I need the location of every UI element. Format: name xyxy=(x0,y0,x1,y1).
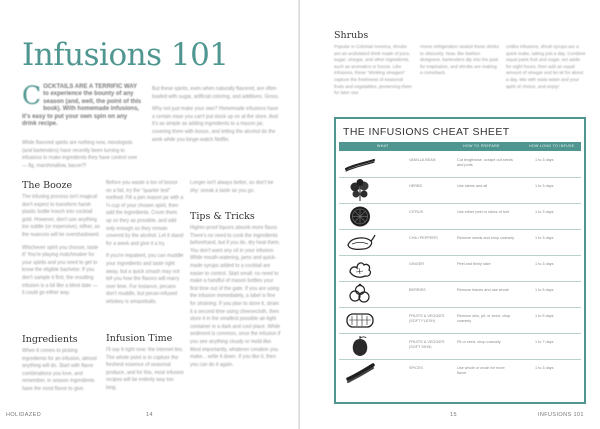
shrubs-column-2 xyxy=(420,44,500,82)
table-row xyxy=(339,152,581,178)
row-how: Use either peel or slices of fruit xyxy=(457,210,510,214)
row-how: Cut lengthwise, scrape out seeds and pods xyxy=(457,158,513,167)
table-row xyxy=(339,204,581,230)
row-long: 1 to 3 days xyxy=(535,236,554,240)
table-row xyxy=(339,282,581,308)
row-long: 1 to 3 days xyxy=(535,184,554,188)
intro-column-right xyxy=(152,86,280,149)
intro-text: OCKTAILS ARE A TERRIFIC WAY to experience the bounty of any season (and, well, the point of this book). With homemade infusions, it's easy to put your own spin on any drink recipe. xyxy=(22,84,142,128)
intro-column-text xyxy=(22,140,138,175)
row-long: 1 to 5 days xyxy=(535,314,554,318)
page-number-right: 15 xyxy=(450,412,457,418)
row-how: Remove skin, pit, or seed, chop coarsely xyxy=(457,314,511,323)
tips-column xyxy=(190,225,282,374)
row-long: 1 to 5 days xyxy=(535,288,554,292)
row-what: FRUITS & VEGGIES (SOFT FLESH) xyxy=(409,314,445,323)
booze-paragraph-2: Whichever spirit you choose, taste it! You're playing matchmaker for your spirits and you need to get to know the eligible bachelor. If you don't sample it first, the resulting infusion is a bit like a blind date — it could go either way. xyxy=(22,244,99,297)
column-header-long: HOW LONG TO INFUSE xyxy=(529,143,575,148)
row-what: CITRUS xyxy=(409,210,424,214)
col2-paragraph-1: But these spirits, even when naturally flavored, are often loaded with sugar, artificial coloring, and additives. Gross. xyxy=(152,86,280,100)
row-what: BERRIES xyxy=(409,288,426,292)
vanilla-bean-icon xyxy=(343,153,377,176)
intro-paragraph xyxy=(22,81,142,128)
row-how: Peel and thinly slice xyxy=(457,262,491,266)
infusions-cheat-sheet xyxy=(334,117,586,404)
tips-paragraph-1: Higher-proof liquors absorb more flavor. There's no need to cook the ingredients beforehand, but if you do, dry heat them. You don't want any oil in your infusion. While mouth-watering, jams and quick-made syrups added to a cocktail are easier to control. Start small: no need to make a handful of mason bottles your first time out of the gate. If you are using the infusion immediately, a label is fine for straining. If you plan to store it, strain it a second time using cheesecloth, then store it in the smallest possible air-tight container in a dark and cool place. While sediment is common, once the infusion if you see anything cloudy or mold-like. Most importantly, whatever creation you make... write it down. If you like it, then you can do it again. xyxy=(190,225,281,368)
chili-pepper-icon xyxy=(343,231,377,254)
table-row xyxy=(339,230,581,256)
row-what: CHILI PEPPERS xyxy=(409,236,438,240)
row-what: SPICES xyxy=(409,366,423,370)
row-long: 1 to 7 days xyxy=(535,340,554,344)
page-title: Infusions 101 xyxy=(22,37,229,73)
footer-chapter-title: INFUSIONS 101 xyxy=(538,412,584,418)
row-how: Remove leaves and use whole xyxy=(457,288,509,292)
column-header-how: HOW TO PREPARE xyxy=(463,143,500,148)
booze-paragraph-1: The infusing process isn't magical: don't expect to transform harsh plastic bottle hooch into cocktail gold. However, don't use anything too subtle (or expensive), either, as the nuances will be overshadowed. xyxy=(22,194,100,238)
row-how: Use stems and all xyxy=(457,184,488,188)
ginger-icon xyxy=(343,257,377,280)
shrubs-column-3 xyxy=(506,44,586,95)
ingredients-column xyxy=(22,348,100,399)
col2b-paragraph-2: If you're impatient, you can muddle your ingredients and taste right away, but a quick smash may not tell you how the flavors will marry over time. For instance, pecans don't muddle, but pecan-infused whiskey is amazeballs. xyxy=(106,253,184,305)
shrubs-paragraph-2: Home refrigeration sealed these drinks to obscurity. Now, like fashion designers, bartenders dip into the past for inspiration, and shrubs are making a comeback. xyxy=(420,44,499,76)
row-what: VANILLA BEAN xyxy=(409,158,436,162)
table-row xyxy=(339,308,581,334)
intro-paragraph-2: While flavored spirits are nothing new, mixologists (and bartenders) have recently been turning to infusions to make ingredients they have control over — fig, marshmallow, bacon?! xyxy=(22,140,138,169)
heading-infusion-time: Infusion Time xyxy=(106,333,173,344)
row-how: Remove seeds and chop coarsely xyxy=(457,236,515,240)
booze-column xyxy=(22,194,100,303)
shrubs-paragraph-3: Unlike infusions, shrub syrups are a quick make, taking just a day. Combine equal parts fruit and sugar, set aside for eight hours, then add an equal amount of vinegar and let sit for about a day. Mix with soda water and your spirit of choice, and enjoy! xyxy=(506,44,586,89)
spices-icon xyxy=(343,361,377,384)
row-long: 1 to 3 days xyxy=(535,366,554,370)
col3-paragraph-1: Longer isn't always better, so don't be shy: sneak a taste as you go. xyxy=(190,180,274,194)
row-how: Use whole or crush for more flavor xyxy=(457,366,505,375)
row-what: GINGER xyxy=(409,262,424,266)
fruit-vegetable-hard-icon xyxy=(343,335,377,358)
heading-the-booze: The Booze xyxy=(22,180,73,191)
table-row xyxy=(339,256,581,282)
heading-tips-tricks: Tips & Tricks xyxy=(190,211,255,222)
infusion-paragraph-1: I'll say it right now: the internet lies. The whole point is to capture the freshest essence of seasonal produce, and for this, most infusion recipes will be entirely way too long. xyxy=(106,347,184,391)
table-row xyxy=(339,178,581,204)
table-row xyxy=(339,334,581,360)
citrus-icon xyxy=(343,205,377,228)
col2-paragraph-2: Why not just make your own? Homemade infusions have a certain ease you can't put stock up on at the store. And it's as simple as adding ingredients to a mason jar, covering them with booze, and letting the alcohol do the work while you binge-watch Netflix. xyxy=(152,106,279,143)
row-what: FRUITS & VEGGIES (SOFT SKIN) xyxy=(409,340,445,349)
booze-column-2 xyxy=(106,180,184,312)
heading-ingredients: Ingredients xyxy=(22,334,78,345)
col2b-paragraph-1: Before you waste a ton of booze on a fail, try the "quarter test" method: Fill a jam mason jar with a ¼ cup of your chosen spirit, then add the ingredients. Cover them up so they as possible, and add only enough so they remain covered by the alcohol. Let it stand for a week and give it a try. xyxy=(106,180,184,247)
drop-cap: C xyxy=(22,81,42,110)
cheat-sheet-title: THE INFUSIONS CHEAT SHEET xyxy=(343,126,510,138)
row-long: 1 to 3 days xyxy=(535,262,554,266)
row-long: 1 to 3 days xyxy=(535,158,554,162)
berries-icon xyxy=(343,283,377,306)
table-row xyxy=(339,360,581,385)
column-3-top xyxy=(190,180,280,200)
ingredients-paragraph-1: When it comes to picking ingredients for an infusion, almost anything will do. Start with flavor combinations you love, and remember, in season ingredients have the most flavor to give. xyxy=(22,348,97,392)
fruit-vegetable-soft-icon xyxy=(343,309,377,332)
footer-book-title: HOLIDAZED xyxy=(6,412,42,418)
page-number-left: 14 xyxy=(146,412,153,418)
row-long: 1 to 3 days xyxy=(535,210,554,214)
row-how: Pit or seed, chop coarsely xyxy=(457,340,501,344)
column-header-what: WHAT xyxy=(377,143,389,148)
heading-shrubs: Shrubs xyxy=(334,30,369,41)
cheat-sheet-header-row xyxy=(339,142,581,151)
right-page xyxy=(300,0,600,429)
infusion-time-column xyxy=(106,347,184,398)
shrubs-column-1 xyxy=(334,44,414,102)
row-what: HERBS xyxy=(409,184,423,188)
herb-icon xyxy=(343,179,377,202)
shrubs-paragraph-1: Popular in Colonial America, shrubs are an acidulated drink made of juice, sugar, vinegar, and other ingredients, such as aromatics or booze. Like infusions, these "drinking vinegars" capture the freshness of seasonal fruits and vegetables, preserving them for later use. xyxy=(334,44,412,96)
